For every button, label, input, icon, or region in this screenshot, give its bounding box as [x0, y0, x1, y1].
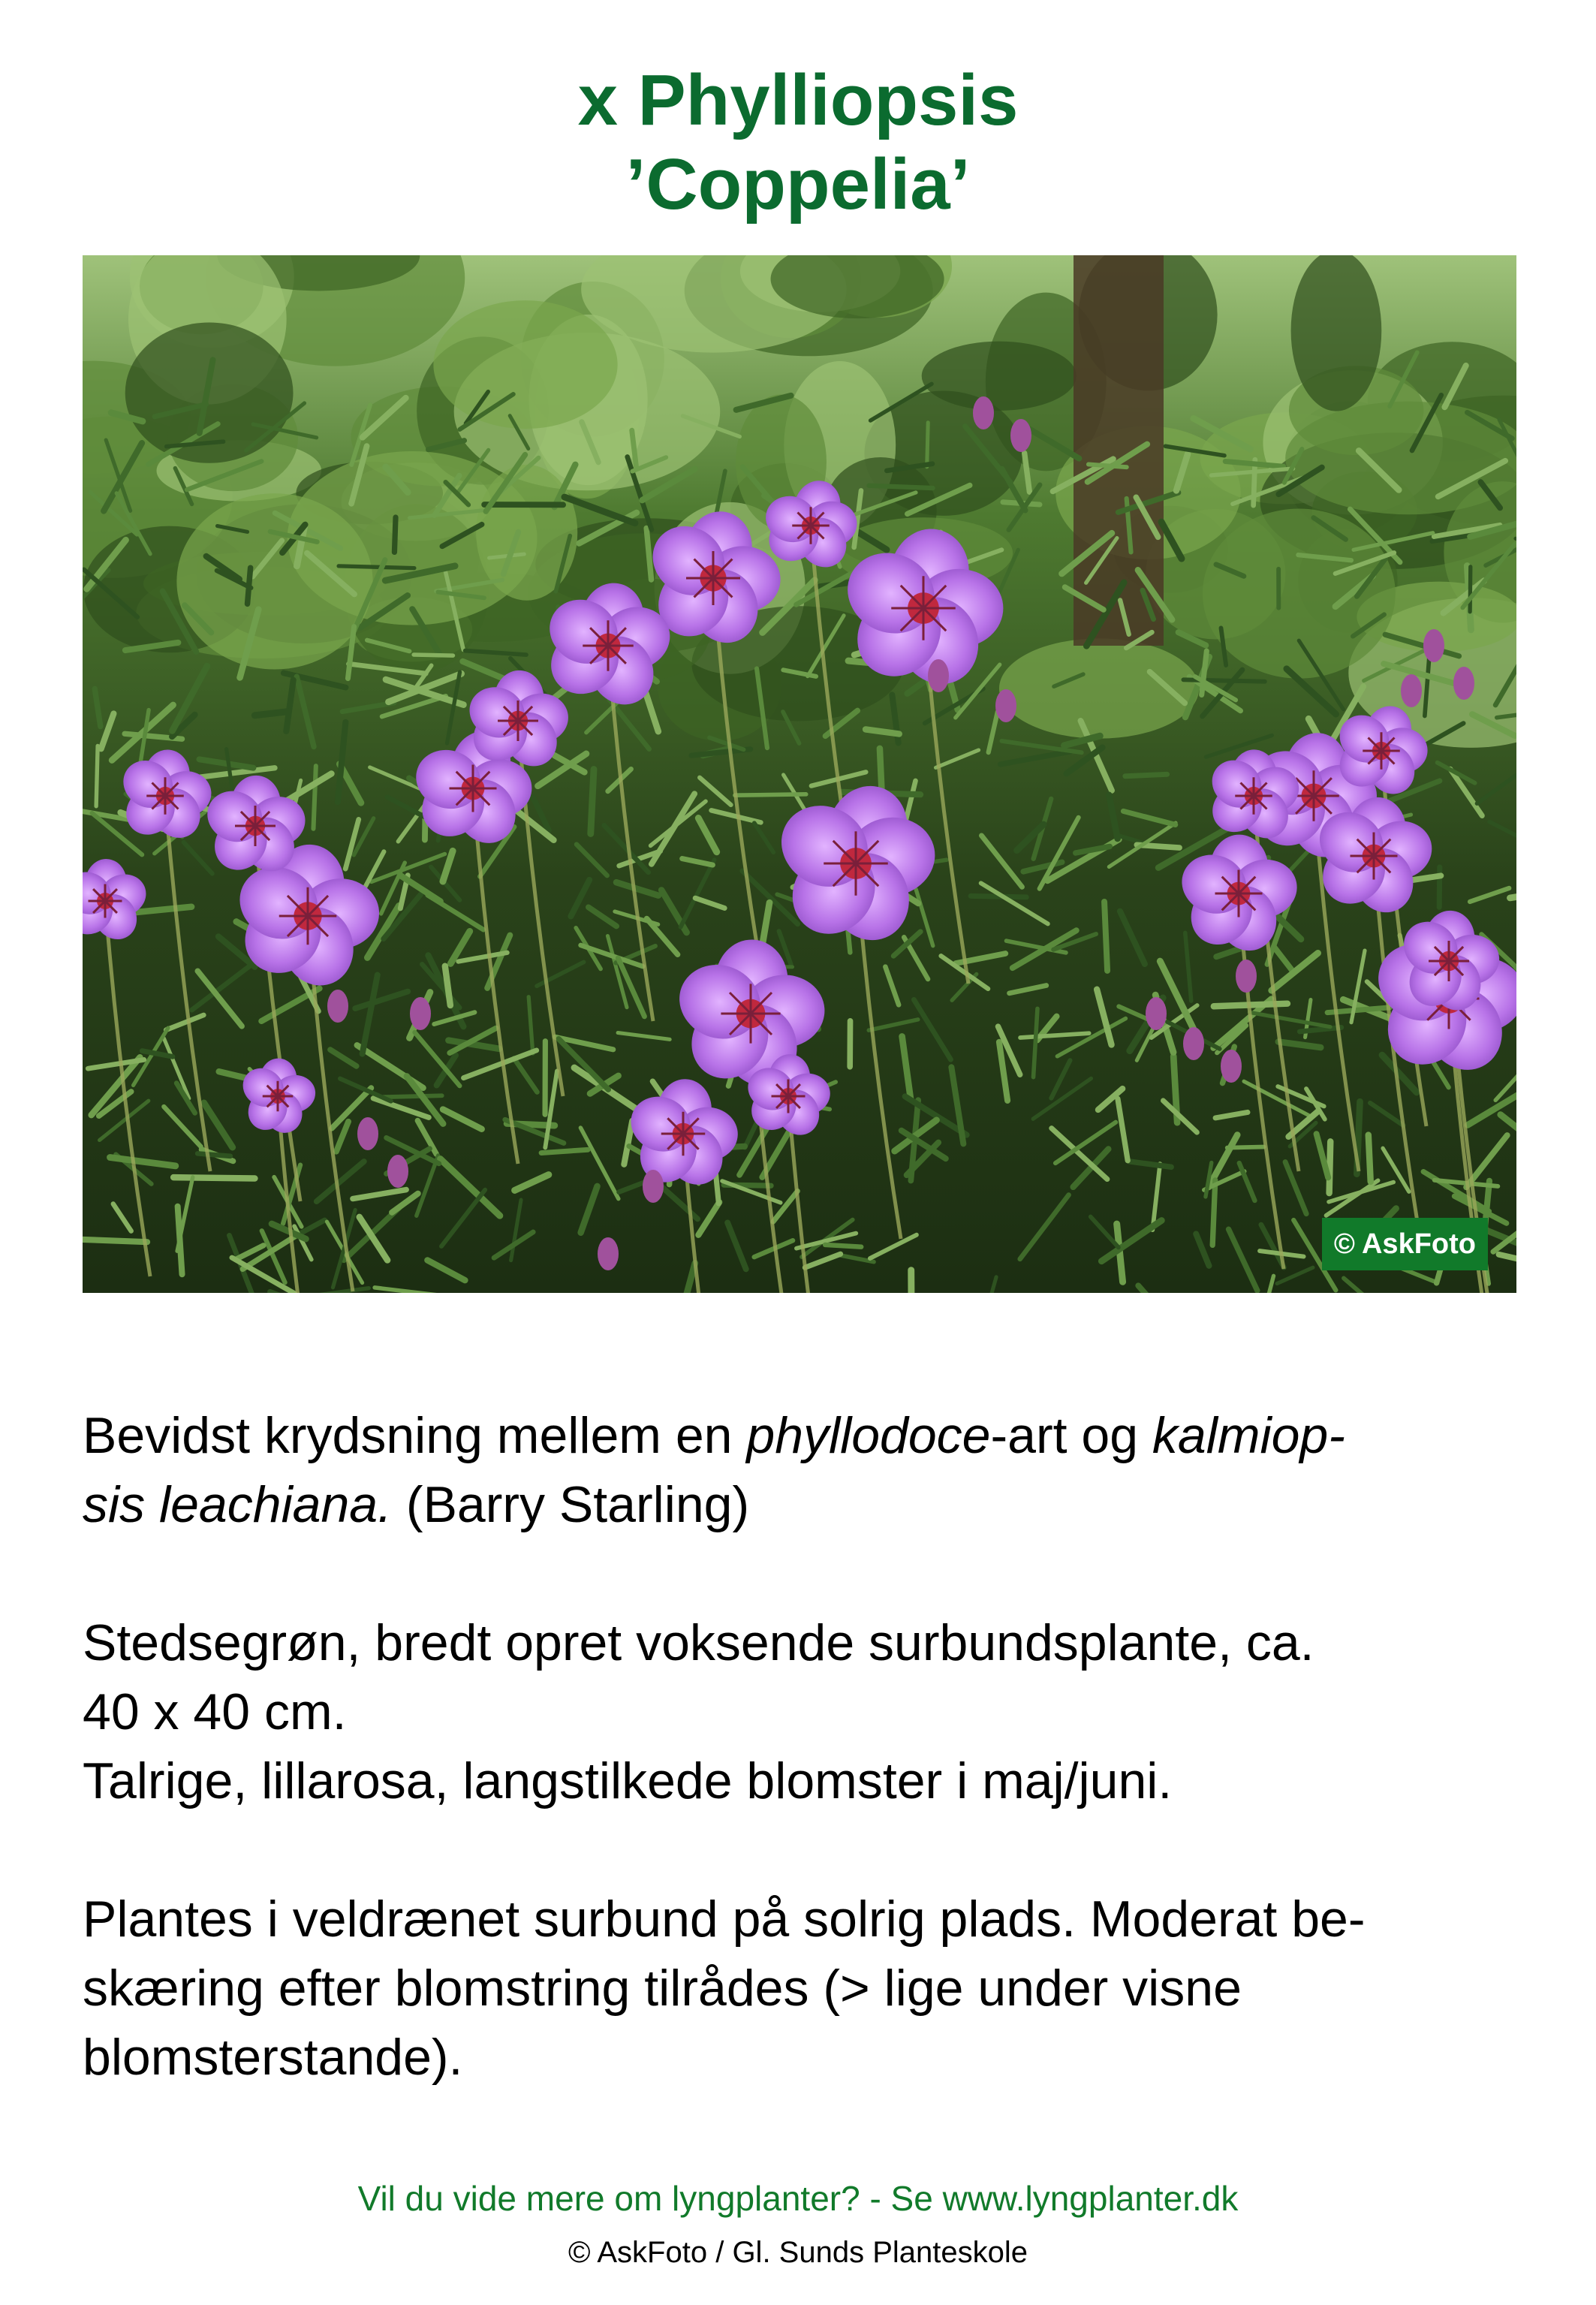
needle-leaf — [313, 766, 315, 829]
needle-leaf — [1329, 1141, 1331, 1193]
text-line: skæring efter blomstring tilrådes (> lige under visne — [83, 1960, 1242, 2017]
text-span: Bevidst krydsning mellem en — [83, 1407, 747, 1464]
text-line: blomsterstande). — [83, 2029, 463, 2086]
footer-website-link[interactable]: Vil du vide mere om lyngplanter? - Se www.lyngplanter.dk — [357, 2179, 1239, 2218]
photo-credit-badge: © AskFoto — [1322, 1218, 1488, 1270]
needle-leaf — [1104, 902, 1107, 971]
text-line: 40 x 40 cm. — [83, 1683, 347, 1740]
needle-leaf — [541, 1149, 588, 1152]
plant-description — [83, 1401, 1516, 2092]
footer-copyright: © AskFoto / Gl. Sunds Planteskole — [568, 2236, 1028, 2269]
needle-leaf — [83, 1240, 147, 1242]
paragraph-gap — [83, 1539, 1516, 1608]
needle-leaf — [339, 566, 414, 568]
needle-leaf — [591, 770, 594, 834]
flower-bud — [1146, 997, 1167, 1030]
title-line-cultivar: ’Coppelia’ — [625, 144, 971, 224]
flower-bud — [995, 689, 1016, 722]
flower-bud — [598, 1237, 619, 1270]
needle-leaf — [394, 517, 396, 552]
plant-photo-illustration — [83, 255, 1516, 1293]
flower-bud — [1453, 667, 1474, 700]
text-span: -art og — [990, 1407, 1152, 1464]
description-paragraph-care — [83, 1885, 1516, 2092]
flower-bud — [1401, 674, 1422, 707]
flower-bud — [1183, 1027, 1204, 1060]
italic-species-part1: kalmiop- — [1152, 1407, 1345, 1464]
paragraph-gap — [83, 1815, 1516, 1885]
needle-leaf — [1125, 774, 1167, 776]
text-line: Stedsegrøn, bredt opret voksende surbundsplante, ca. — [83, 1614, 1314, 1671]
flower-bud — [387, 1155, 408, 1188]
italic-species-part2: sis leachiana. — [83, 1476, 393, 1533]
flower-bud — [643, 1170, 664, 1203]
needle-leaf — [254, 712, 288, 716]
flower-bud — [410, 997, 431, 1030]
plant-photo — [83, 255, 1516, 1293]
needle-leaf — [1089, 464, 1127, 467]
needle-leaf — [869, 486, 932, 488]
flower-bud — [327, 990, 348, 1023]
needle-leaf — [1183, 679, 1264, 681]
needle-leaf — [1212, 1180, 1215, 1245]
needle-leaf — [96, 746, 98, 806]
flower-bud — [1221, 1050, 1242, 1083]
flower-bud — [928, 659, 949, 692]
text-line: Plantes i veldrænet surbund på solrig plads. Moderat be- — [83, 1891, 1366, 1948]
flower-bud — [1010, 419, 1031, 452]
needle-leaf — [927, 423, 929, 467]
needle-leaf — [197, 1153, 230, 1156]
page-title — [0, 59, 1596, 227]
flower-bud — [1236, 960, 1257, 993]
needle-leaf — [1369, 1135, 1371, 1182]
flower-bud — [1423, 629, 1444, 662]
needle-leaf — [825, 1245, 861, 1247]
flower-bud — [973, 396, 994, 429]
flower-bud — [357, 1117, 378, 1150]
needle-leaf — [1470, 567, 1471, 612]
description-paragraph-habit — [83, 1608, 1516, 1815]
description-paragraph-origin — [83, 1401, 1516, 1539]
needle-leaf — [173, 1177, 254, 1178]
title-line-genus: x Phylliopsis — [577, 60, 1019, 140]
needle-leaf — [735, 794, 806, 795]
needle-leaf — [1227, 1147, 1264, 1148]
text-line: Talrige, lillarosa, langstilkede blomster i maj/juni. — [83, 1752, 1173, 1809]
italic-genus: phyllodoce — [746, 1407, 991, 1464]
text-span: (Barry Starling) — [392, 1476, 750, 1533]
canopy-blob — [1291, 255, 1382, 411]
canopy-blob — [1203, 509, 1396, 679]
canopy-blob — [433, 300, 617, 429]
